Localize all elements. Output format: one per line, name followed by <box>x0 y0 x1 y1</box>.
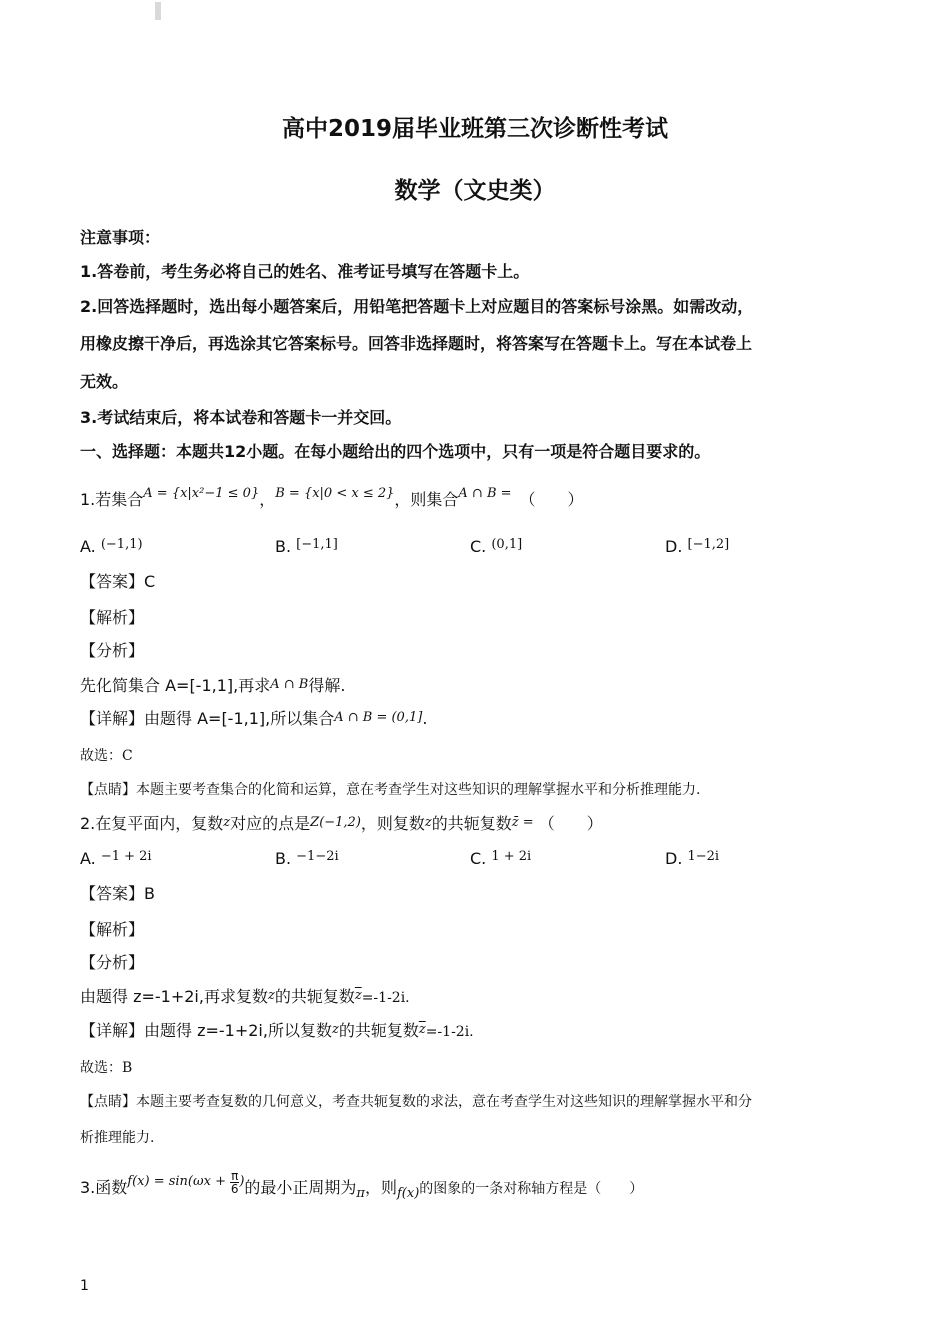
q1-detail-expr: A ∩ B = (0,1] <box>334 710 423 725</box>
option-value: −1 + 2i <box>100 849 152 864</box>
scan-mark <box>155 2 161 20</box>
question-2 <box>80 814 880 836</box>
q2-fenxi-b: 的共轭复数 <box>274 987 355 1006</box>
question-1 <box>80 486 880 512</box>
q1-detail <box>80 709 880 731</box>
q2-answer: 【答案】B <box>80 884 155 903</box>
option-value: (0,1] <box>491 537 523 552</box>
q1-blank: （ ） <box>527 490 584 509</box>
q3-mid2: ，则 <box>364 1178 397 1197</box>
option-value: [−1,2] <box>687 537 730 552</box>
notice-heading: 注意事项： <box>80 228 161 247</box>
q3-period: π <box>356 1186 365 1201</box>
q3-frac-den: 6 <box>230 1182 239 1196</box>
q1-prefix: 1.若集合 <box>80 490 144 509</box>
q1-expr: A ∩ B = <box>458 486 512 501</box>
q2-prefix: 2.在复平面内，复数 <box>80 814 224 833</box>
q2-option-c[interactable] <box>470 849 531 868</box>
q3-fraction <box>230 1170 239 1195</box>
q2-point: Z(−1,2) <box>310 815 361 830</box>
notice-item-3: 3.考试结束后，将本试卷和答题卡一并交回。 <box>80 408 402 427</box>
q2-fenxi-z: z <box>267 988 275 1003</box>
q2-mid1: 对应的点是 <box>230 814 311 833</box>
section-heading: 一、选择题：本题共12小题。在每小题给出的四个选项中，只有一项是符合题目要求的。 <box>80 442 711 461</box>
option-value: [−1,1] <box>296 537 338 552</box>
q3-frac-num: π <box>231 1169 239 1183</box>
q2-blank: （ ） <box>538 814 603 833</box>
option-label: C. <box>470 849 487 868</box>
option-label: D. <box>665 849 683 868</box>
q1-fenxi-expr: A ∩ B <box>270 677 309 692</box>
q2-detail-z: z <box>331 1022 339 1037</box>
q2-fenxi-a: 由题得 z=-1+2i,再求复数 <box>80 987 268 1006</box>
q1-option-d[interactable] <box>665 537 729 556</box>
q2-z2: z <box>424 815 432 830</box>
q1-sep: ， <box>259 490 276 509</box>
q1-comment: 【点睛】本题主要考查集合的化简和运算，意在考查学生对这些知识的理解掌握水平和分析推理能力. <box>80 782 701 798</box>
q2-comment-a: 【点睛】本题主要考查复数的几何意义，考查共轭复数的求法，意在考查学生对这些知识的理解掌握水平和分 <box>80 1094 752 1110</box>
q2-choose: 故选：B <box>80 1060 133 1076</box>
option-label: A. <box>80 537 96 556</box>
q2-comment-b: 析推理能力. <box>80 1130 155 1146</box>
q1-choose: 故选：C <box>80 748 133 764</box>
option-label: D. <box>665 537 683 556</box>
exam-title: 高中2019届毕业班第三次诊断性考试 <box>281 116 668 142</box>
q1-option-c[interactable] <box>470 537 522 556</box>
q2-analysis-tag: 【解析】 <box>80 920 145 939</box>
q3-end: 的图象的一条对称轴方程是（ ） <box>419 1181 644 1197</box>
q3-fx: f(x) <box>396 1186 420 1201</box>
q1-fenxi-a: 先化简集合 A=[-1,1],再求 <box>80 676 271 695</box>
q2-z: z <box>223 815 231 830</box>
q2-fenxi <box>80 987 880 1009</box>
q1-fenxi <box>80 676 880 698</box>
notice-item-2a: 2.回答选择题时，选出每小题答案后，用铅笔把答题卡上对应题目的答案标号涂黑。如需改动， <box>80 297 754 316</box>
q2-detail <box>80 1021 880 1043</box>
q2-option-d[interactable] <box>665 849 719 868</box>
q2-option-b[interactable] <box>275 849 339 868</box>
q3-mid1: 的最小正周期为 <box>244 1178 357 1197</box>
q2-fenxi-zbar: $\overline{z}$ <box>354 988 362 1003</box>
option-label: B. <box>275 849 292 868</box>
q1-analysis-tag: 【解析】 <box>80 608 145 627</box>
option-label: C. <box>470 537 487 556</box>
option-value: −1−2i <box>296 849 339 864</box>
q1-fenxi-tag: 【分析】 <box>80 641 145 660</box>
notice-item-1: 1.答卷前，考生务必将自己的姓名、准考证号填写在答题卡上。 <box>80 262 530 281</box>
option-value: 1−2i <box>687 849 720 864</box>
q2-detail-b: 的共轭复数 <box>338 1021 419 1040</box>
q2-detail-c: =-1-2i. <box>425 1024 474 1040</box>
q1-answer: 【答案】C <box>80 572 156 591</box>
q3-prefix: 3.函数 <box>80 1178 128 1197</box>
q3-func-b: ) <box>239 1174 245 1189</box>
q1-set-b: B = {x|0 < x ≤ 2} <box>275 486 395 501</box>
q3-func-a: f(x) = sin(ωx + <box>127 1174 231 1189</box>
q2-mid2: ，则复数 <box>360 814 425 833</box>
q1-detail-end: . <box>422 709 428 728</box>
question-3 <box>80 1169 880 1201</box>
q2-option-a[interactable] <box>80 849 152 868</box>
page-number: 1 <box>80 1278 89 1294</box>
q1-option-a[interactable] <box>80 537 143 556</box>
notice-item-2c: 无效。 <box>80 372 129 391</box>
option-value: 1 + 2i <box>491 849 532 864</box>
option-label: B. <box>275 537 292 556</box>
q1-option-b[interactable] <box>275 537 338 556</box>
q1-fenxi-b: 得解. <box>308 676 346 695</box>
q1-set-a: A = {x|x²−1 ≤ 0} <box>143 486 260 501</box>
q1-detail-a: 【详解】由题得 A=[-1,1],所以集合 <box>80 709 335 728</box>
q2-mid3: 的共轭复数 <box>431 814 512 833</box>
q2-detail-zbar: $\overline{z}$ <box>418 1022 426 1037</box>
option-value: (−1,1) <box>100 537 143 552</box>
q2-detail-a: 【详解】由题得 z=-1+2i,所以复数 <box>80 1021 332 1040</box>
q1-mid: ，则集合 <box>394 490 459 509</box>
q2-fenxi-tag: 【分析】 <box>80 953 145 972</box>
q2-zbar: z̄ = <box>511 815 534 830</box>
notice-item-2b: 用橡皮擦干净后，再选涂其它答案标号。回答非选择题时，将答案写在答题卡上。写在本试卷上 <box>80 334 753 353</box>
q2-fenxi-c: =-1-2i. <box>361 990 410 1006</box>
exam-subtitle: 数学（文史类） <box>394 178 556 204</box>
option-label: A. <box>80 849 96 868</box>
